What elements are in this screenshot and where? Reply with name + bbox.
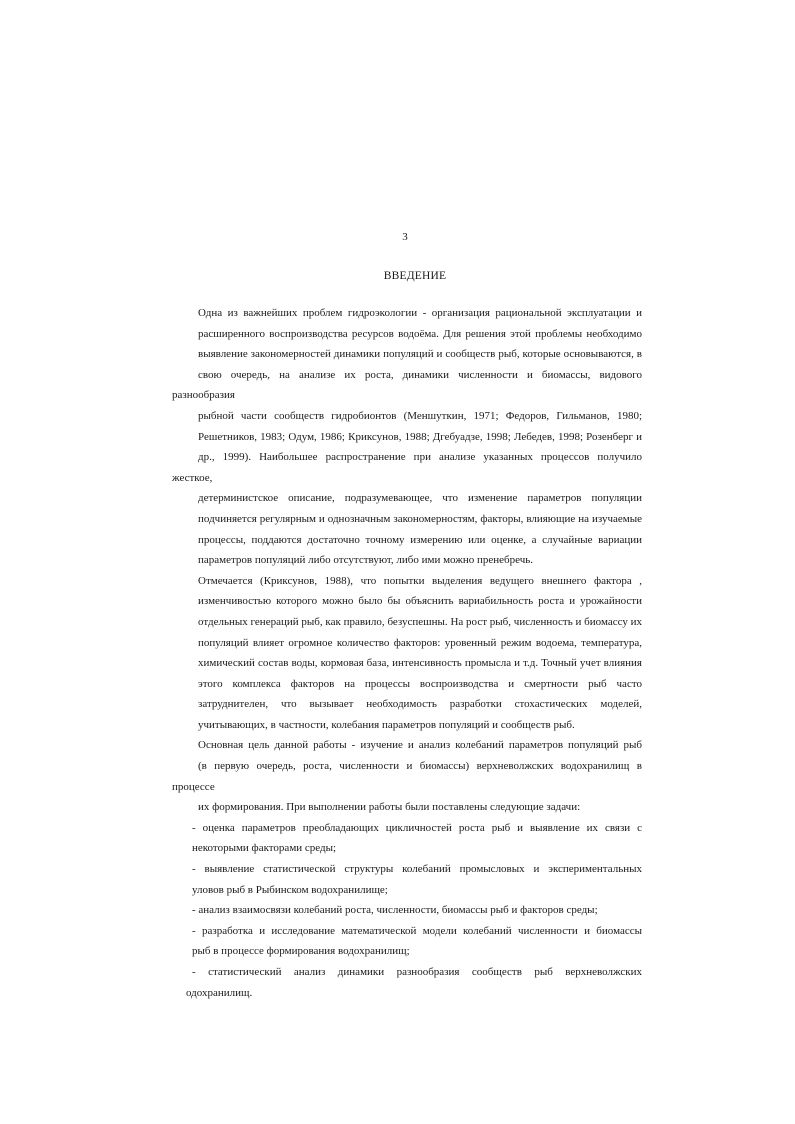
text-line: - анализ взаимосвязи колебаний роста, численности, биомассы рыб и факторов среды; <box>192 904 598 917</box>
text-line: детерминистское описание, подразумевающее, что изменение параметров популяции <box>198 492 642 505</box>
text-line: Основная цель данной работы - изучение и анализ колебаний параметров популяций рыб <box>198 739 642 752</box>
task-item-3 <box>172 900 642 921</box>
text-line: - оценка параметров преобладающих цикличностей роста рыб и выявление их связи с <box>192 821 642 834</box>
task-item-4 <box>172 921 642 962</box>
text-line: - выявление статистической структуры колебаний промысловых и экспериментальных <box>192 863 642 876</box>
text-line: рыб в процессе формирования водохранилищ; <box>192 945 410 958</box>
text-line: этого комплекса факторов на процессы воспроизводства и смертности рыб часто <box>198 677 642 690</box>
text-line: их формирования. При выполнении работы были поставлены следующие задачи: <box>198 801 581 814</box>
text-line: одохранилищ. <box>186 986 253 999</box>
text-line: параметров популяций либо отсутствуют, либо ими можно пренебречь. <box>198 554 534 567</box>
text-line: уловов рыб в Рыбинском водохранилище; <box>192 883 388 896</box>
task-item-2 <box>172 859 642 900</box>
text-line: учитывающих, в частности, колебания параметров популяций и сообществ рыб. <box>198 718 575 731</box>
paragraph-3 <box>172 735 642 817</box>
text-line: рыбной части сообществ гидробионтов (Меншуткин, 1971; Федоров, Гильманов, 1980; <box>198 409 642 422</box>
paragraph-1 <box>172 303 642 571</box>
page-heading: ВВЕДЕНИЕ <box>383 270 447 282</box>
text-line: популяций влияет огромное количество факторов: уровенный режим водоема, температура, <box>198 636 642 649</box>
text-line: свою очередь, на анализе их роста, динамики численности и биомассы, видового разнообразия <box>172 368 642 402</box>
text-line: - статистический анализ динамики разнообразия сообществ рыб верхневолжских <box>192 966 642 978</box>
text-line: изменчивостью которого можно было бы объяснить вариабильность роста и урожайности <box>198 595 642 608</box>
text-line: Решетников, 1983; Одум, 1986; Криксунов, 1988; Дгебуадзе, 1998; Лебедев, 1998; Розенберг и <box>198 430 642 443</box>
paragraph-2 <box>172 571 642 736</box>
text-line: расширенного воспроизводства ресурсов водоёма. Для решения этой проблемы необходимо <box>198 327 642 340</box>
text-line: - разработка и исследование математической модели колебаний численности и биомассы <box>192 924 642 937</box>
text-line: др., 1999). Наибольшее распространение при анализе указанных процессов получило жесткое, <box>172 451 642 484</box>
text-line: химический состав воды, кормовая база, интенсивность промысла и т.д. Точный учет влияния <box>198 657 642 670</box>
text-line: Одна из важнейших проблем гидроэкологии - организация рациональной эксплуатации и <box>198 307 642 319</box>
text-line: отдельных генераций рыб, как правило, безуспешны. На рост рыб, численность и биомассу их <box>198 615 642 628</box>
text-line: (в первую очередь, роста, численности и биомассы) верхневолжских водохранилищ в процессе <box>172 760 642 793</box>
task-item-1 <box>172 818 642 859</box>
text-line: затруднителен, что вызывает необходимость разработки стохастических моделей, <box>198 698 642 711</box>
text-line: Отмечается (Криксунов, 1988), что попытки выделения ведущего внешнего фактора , <box>198 574 642 587</box>
text-line: выявление закономерностей динамики популяций и сообществ рыб, которые основываются, в <box>198 348 642 361</box>
text-line: некоторыми факторами среды; <box>192 842 337 855</box>
text-line: подчиняется регулярным и однозначным закономерностям, факторы, влияющие на изучаемые <box>198 512 642 525</box>
body-text <box>172 303 642 1003</box>
task-item-5 <box>172 962 642 1003</box>
page-number: 3 <box>402 231 408 243</box>
text-line: процессы, поддаются достаточно точному измерению или оценке, а случайные вариации <box>198 533 642 546</box>
